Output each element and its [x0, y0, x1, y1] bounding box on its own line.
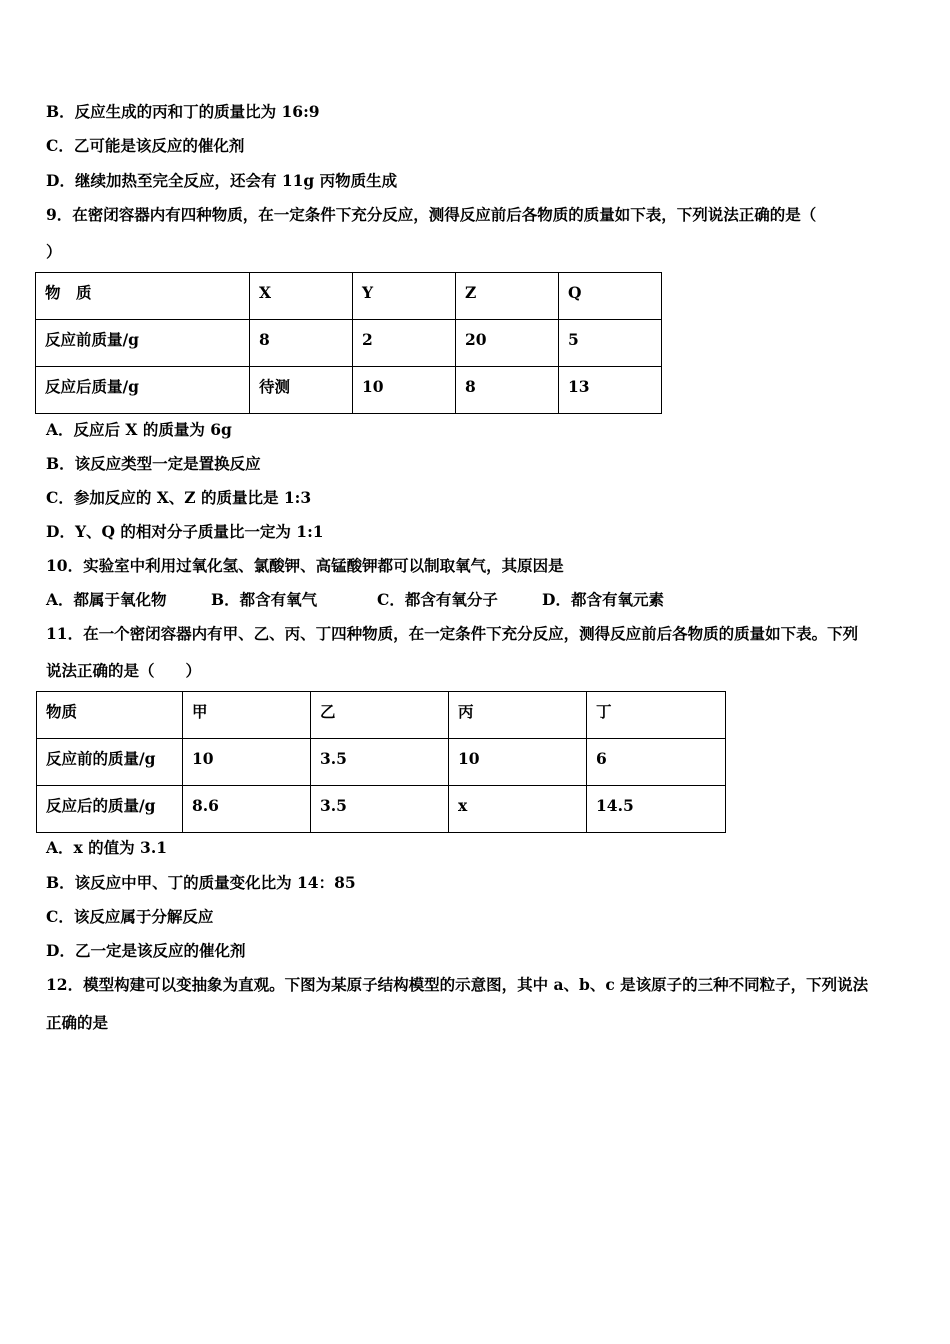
q10-option-b: B．都含有氧气 — [211, 590, 318, 609]
table-cell: 8 — [250, 320, 353, 367]
table-row — [37, 786, 726, 833]
table-cell: 5 — [559, 320, 662, 367]
table-cell: 20 — [456, 320, 559, 367]
q9-option-a: A．反应后 X 的质量为 6g — [46, 420, 232, 439]
q9-stem: 9．在密闭容器内有四种物质，在一定条件下充分反应，测得反应前后各物质的质量如下表，下列说法正确的是（ — [46, 205, 817, 224]
q8-option-d: D．继续加热至完全反应，还会有 11g 丙物质生成 — [46, 171, 398, 190]
q8-option-b: B．反应生成的丙和丁的质量比为 16:9 — [46, 102, 320, 121]
q9-stem-close: ） — [46, 242, 62, 261]
table-cell: 10 — [183, 739, 311, 786]
q11-stem: 11．在一个密闭容器内有甲、乙、丙、丁四种物质，在一定条件下充分反应，测得反应前后各物质的质量如下表。下列 — [46, 624, 859, 643]
table-cell: 10 — [449, 739, 587, 786]
table-cell: 8 — [456, 367, 559, 414]
q11-option-a: A．x 的值为 3.1 — [46, 838, 168, 857]
q11-stem-line2: 说法正确的是（ ） — [46, 661, 202, 680]
table-cell: 物 质 — [36, 273, 250, 320]
q8-option-c: C．乙可能是该反应的催化剂 — [46, 136, 245, 155]
table-cell: Y — [353, 273, 456, 320]
table-cell: 14.5 — [587, 786, 726, 833]
table-cell: 13 — [559, 367, 662, 414]
q9-table — [35, 272, 662, 414]
q10-option-a: A．都属于氧化物 — [46, 590, 167, 609]
q11-option-b: B．该反应中甲、丁的质量变化比为 14：85 — [46, 873, 356, 892]
q11-table — [36, 691, 726, 833]
table-header-row — [37, 692, 726, 739]
q10-option-d: D．都含有氧元素 — [542, 590, 664, 609]
q9-option-b: B．该反应类型一定是置换反应 — [46, 454, 261, 473]
q11-option-c: C．该反应属于分解反应 — [46, 907, 214, 926]
table-row — [36, 320, 662, 367]
table-cell: 8.6 — [183, 786, 311, 833]
table-cell: x — [449, 786, 587, 833]
table-cell: Z — [456, 273, 559, 320]
q9-option-c: C．参加反应的 X、Z 的质量比是 1:3 — [46, 488, 312, 507]
q12-stem-line2: 正确的是 — [46, 1013, 109, 1032]
table-cell: 反应前的质量/g — [37, 739, 183, 786]
table-cell: 反应后的质量/g — [37, 786, 183, 833]
q11-option-d: D．乙一定是该反应的催化剂 — [46, 941, 246, 960]
q10-option-c: C．都含有氧分子 — [377, 590, 498, 609]
table-cell: 3.5 — [311, 739, 449, 786]
table-cell: 6 — [587, 739, 726, 786]
table-cell: 丙 — [449, 692, 587, 739]
table-cell: 乙 — [311, 692, 449, 739]
table-cell: Q — [559, 273, 662, 320]
table-header-row — [36, 273, 662, 320]
q9-option-d: D．Y、Q 的相对分子质量比一定为 1:1 — [46, 522, 324, 541]
table-cell: 物质 — [37, 692, 183, 739]
q10-stem: 10．实验室中利用过氧化氢、氯酸钾、高锰酸钾都可以制取氧气，其原因是 — [46, 556, 564, 575]
table-row — [37, 739, 726, 786]
table-cell: 丁 — [587, 692, 726, 739]
q12-stem: 12．模型构建可以变抽象为直观。下图为某原子结构模型的示意图，其中 a、b、c 是该原子的三种不同粒子，下列说法 — [46, 975, 869, 994]
table-row — [36, 367, 662, 414]
table-cell: 2 — [353, 320, 456, 367]
table-cell: 甲 — [183, 692, 311, 739]
table-cell: 3.5 — [311, 786, 449, 833]
table-cell: 待测 — [250, 367, 353, 414]
table-cell: X — [250, 273, 353, 320]
table-cell: 10 — [353, 367, 456, 414]
table-cell: 反应后质量/g — [36, 367, 250, 414]
table-cell: 反应前质量/g — [36, 320, 250, 367]
